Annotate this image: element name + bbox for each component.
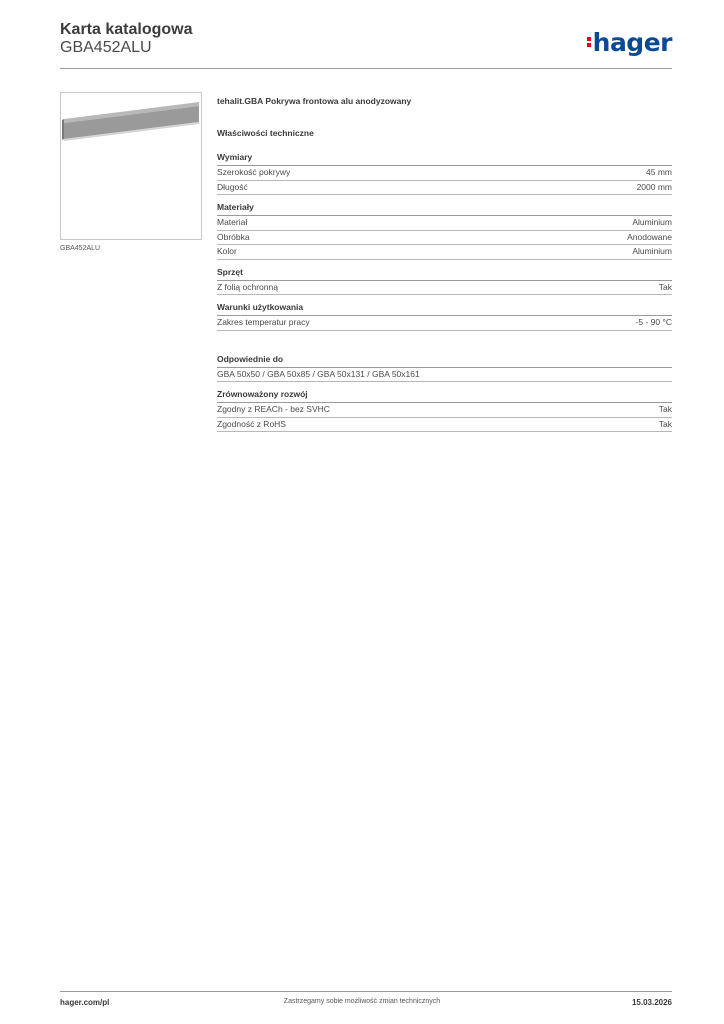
header-divider bbox=[60, 68, 672, 69]
spec-group-equipment bbox=[217, 267, 672, 296]
footer-disclaimer: Zastrzegamy sobie możliwość zmian technicznych bbox=[283, 998, 441, 1005]
spec-value: -5 - 90 °C bbox=[635, 317, 672, 327]
spec-group-conditions bbox=[217, 302, 672, 331]
hager-logo bbox=[587, 28, 672, 57]
group-title: Sprzęt bbox=[217, 267, 672, 281]
spec-value: Tak bbox=[658, 281, 672, 292]
spec-row bbox=[217, 368, 672, 383]
spec-row bbox=[217, 316, 672, 331]
spec-row bbox=[217, 245, 672, 260]
spec-value: 45 mm bbox=[646, 167, 672, 177]
spec-value: Tak bbox=[658, 418, 672, 429]
page-title: Karta katalogowa bbox=[60, 21, 193, 38]
group-title: Odpowiednie do bbox=[217, 354, 672, 368]
product-code: GBA452ALU bbox=[60, 39, 152, 56]
spec-value: Aluminium bbox=[632, 217, 672, 227]
spec-label: Z folią ochronną bbox=[217, 281, 278, 292]
spec-label: GBA 50x50 / GBA 50x85 / GBA 50x131 / GBA 50x161 bbox=[217, 368, 420, 379]
footer-divider bbox=[60, 991, 672, 992]
product-description: tehalit.GBA Pokrywa frontowa alu anodyzowany bbox=[217, 96, 412, 106]
spec-row bbox=[217, 166, 672, 181]
product-image bbox=[60, 92, 202, 240]
spec-row bbox=[217, 181, 672, 196]
group-title: Zrównoważony rozwój bbox=[217, 389, 672, 403]
group-title: Wymiary bbox=[217, 152, 672, 166]
cover-profile-illustration bbox=[61, 93, 201, 239]
logo-text: hager bbox=[592, 28, 672, 57]
spec-label: Obróbka bbox=[217, 231, 250, 242]
footer-date: 15.03.2026 bbox=[631, 998, 672, 1007]
spec-group-dimensions bbox=[217, 152, 672, 195]
group-title: Warunki użytkowania bbox=[217, 302, 672, 316]
spec-value: Tak bbox=[658, 404, 672, 414]
image-caption: GBA452ALU bbox=[60, 245, 101, 252]
spec-label: Zgodność z RoHS bbox=[217, 418, 286, 429]
spec-group-materials bbox=[217, 202, 672, 260]
footer-website: hager.com/pl bbox=[60, 998, 110, 1007]
spec-label: Szerokość pokrywy bbox=[217, 167, 291, 177]
spec-row bbox=[217, 231, 672, 246]
spec-group-compatible bbox=[217, 354, 672, 383]
spec-value: Anodowane bbox=[627, 231, 672, 242]
spec-label: Zakres temperatur pracy bbox=[217, 317, 310, 327]
spec-row bbox=[217, 418, 672, 433]
spec-content bbox=[217, 96, 672, 439]
spec-row bbox=[217, 216, 672, 231]
technical-properties-title: Właściwości techniczne bbox=[217, 128, 314, 138]
spec-row bbox=[217, 281, 672, 296]
spec-row bbox=[217, 403, 672, 418]
spec-label: Materiał bbox=[217, 217, 248, 227]
spec-value: 2000 mm bbox=[636, 181, 672, 192]
logo-dots-icon bbox=[587, 35, 591, 49]
spec-label: Zgodny z REACh - bez SVHC bbox=[217, 404, 330, 414]
spec-label: Kolor bbox=[217, 246, 237, 256]
spec-value: Aluminium bbox=[632, 246, 672, 256]
spec-label: Długość bbox=[217, 181, 248, 192]
group-title: Materiały bbox=[217, 202, 672, 216]
spec-group-sustainability bbox=[217, 389, 672, 432]
